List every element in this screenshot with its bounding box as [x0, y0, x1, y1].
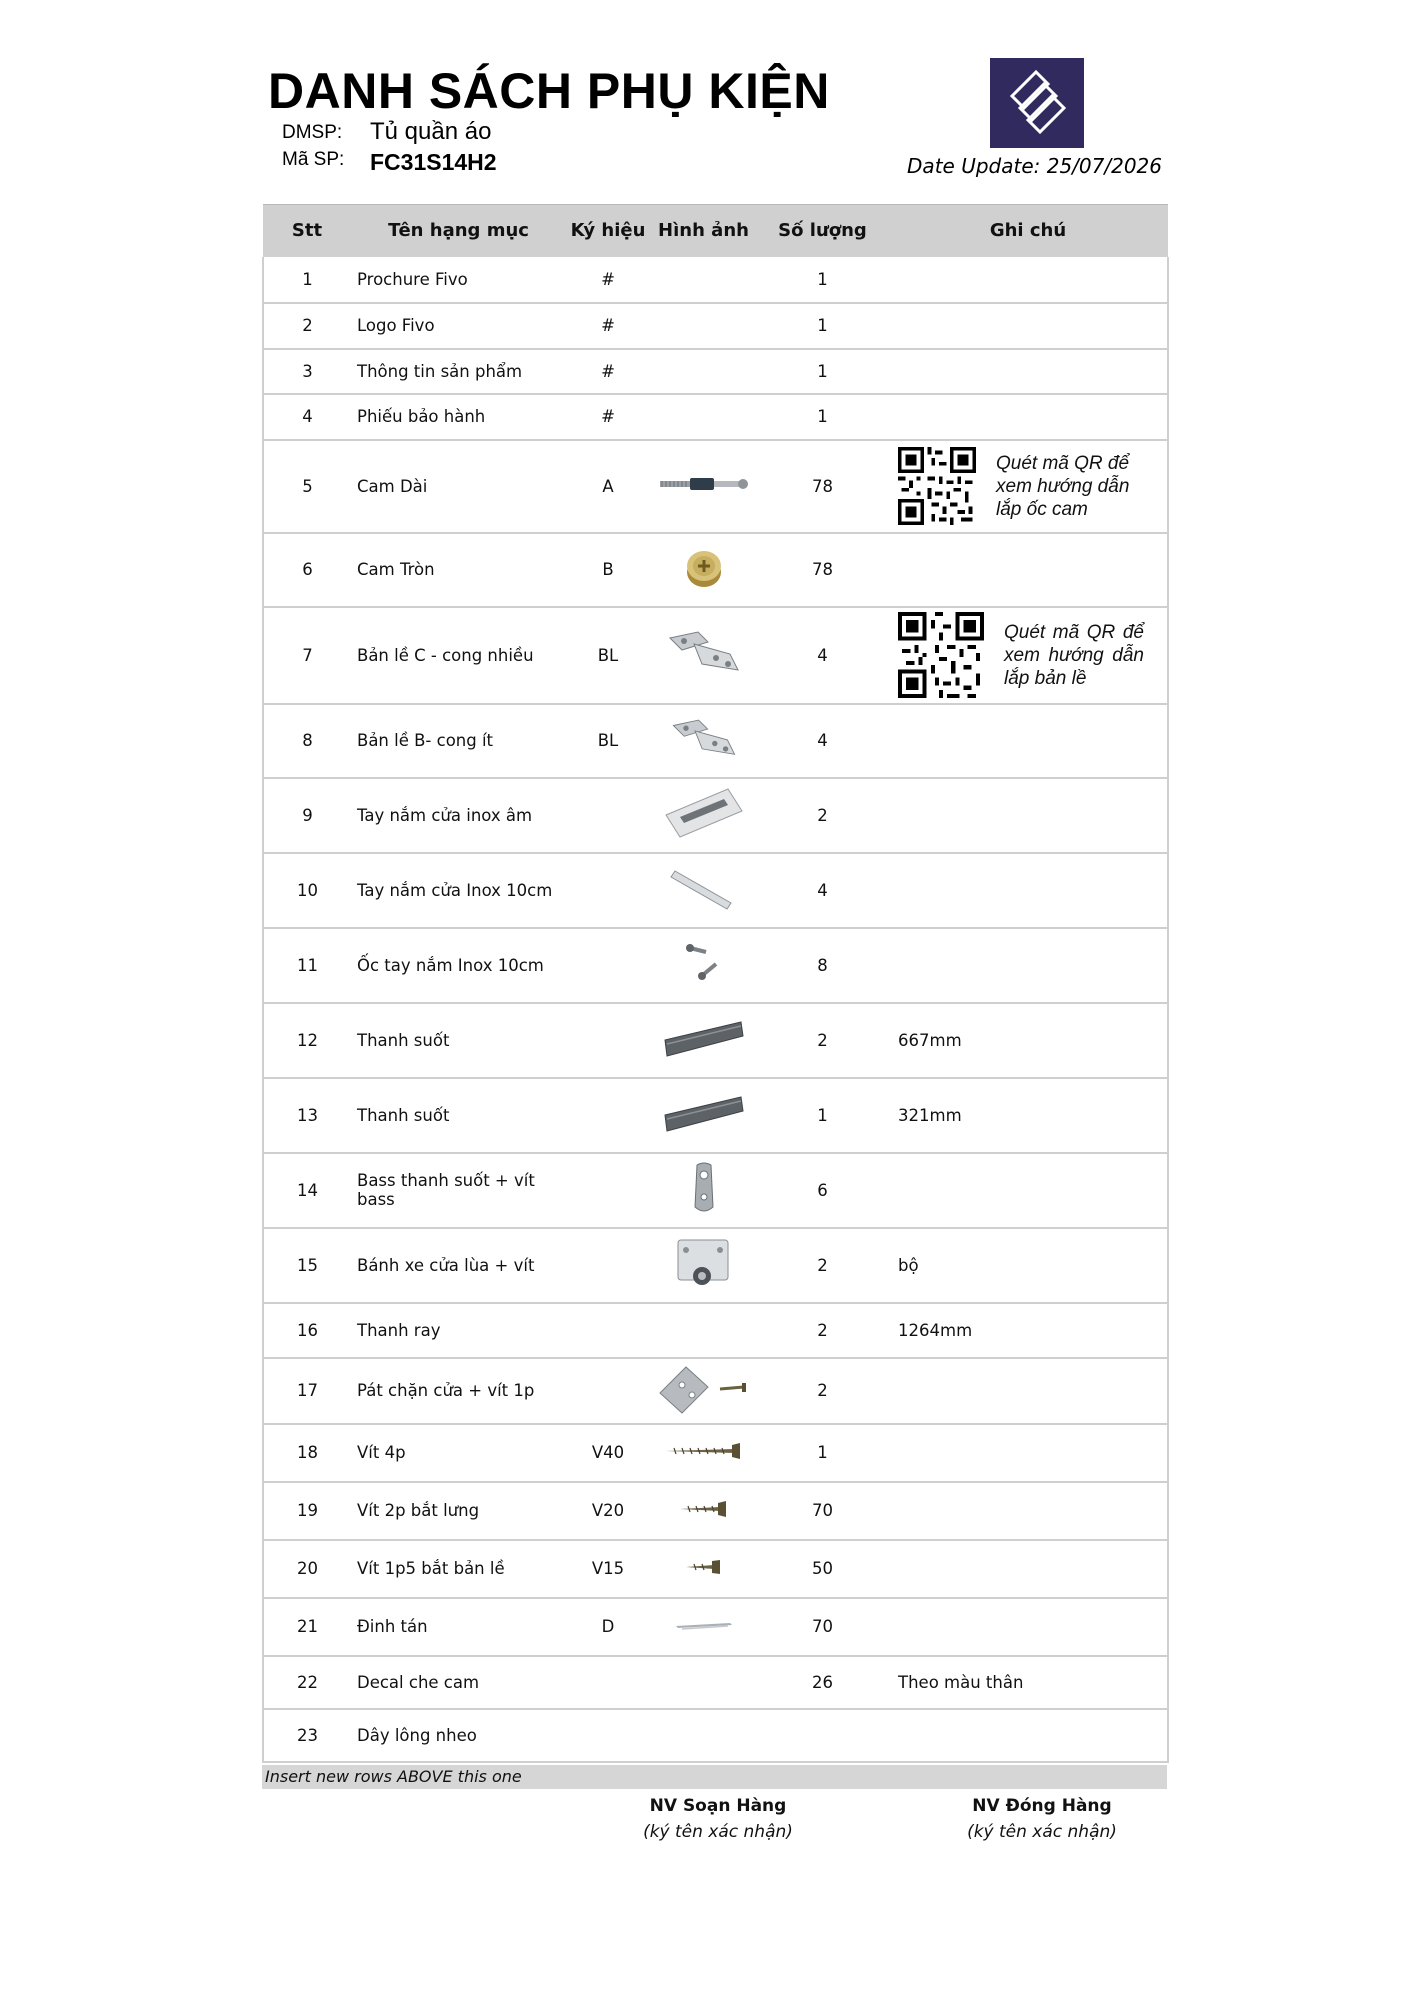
cell-qty: 2 — [817, 1255, 828, 1275]
cell-name: Cam Dài — [357, 476, 428, 496]
signer-boxer-hint: (ký tên xác nhận) — [967, 1822, 1117, 1842]
cell-image — [650, 303, 757, 349]
column-header: Ghi chú — [888, 205, 1168, 257]
table-row — [263, 394, 1168, 440]
document-title: DANH SÁCH PHỤ KIỆN — [268, 63, 830, 119]
cell-note — [888, 928, 1168, 1003]
cell-qty — [757, 1709, 888, 1762]
screw-medium-icon — [678, 1500, 730, 1518]
cell-image — [650, 349, 757, 394]
cell-qty: 2 — [817, 1381, 828, 1400]
cell-stt: 5 — [263, 440, 351, 533]
cell-note — [888, 853, 1168, 928]
cell-qty: 70 — [812, 1501, 833, 1520]
cell-name: Bản lề B- cong ít — [357, 731, 494, 750]
cell-note: 321mm — [888, 1078, 1168, 1153]
table-row — [263, 1228, 1168, 1303]
table-row — [263, 928, 1168, 1003]
cell-image — [650, 1540, 757, 1598]
rail-bracket-icon — [689, 1161, 719, 1215]
cell-image — [650, 1598, 757, 1656]
cell-image — [650, 853, 757, 928]
cell-name: Bánh xe cửa lùa + vít — [357, 1255, 535, 1275]
qr-code-icon[interactable] — [898, 447, 976, 525]
table-row — [263, 440, 1168, 533]
cell-image — [650, 1482, 757, 1540]
table-row — [263, 1003, 1168, 1078]
cell-image — [650, 928, 757, 1003]
cell-stt: 21 — [263, 1598, 351, 1656]
cell-qty: 1 — [817, 1443, 828, 1462]
table-row — [263, 349, 1168, 394]
table-row — [263, 1598, 1168, 1656]
qr-instruction — [898, 447, 1167, 525]
table-row — [263, 778, 1168, 853]
table-row — [263, 1709, 1168, 1762]
brand-logo — [990, 58, 1084, 148]
cell-name: Thông tin sản phẩm — [357, 361, 523, 381]
cell-name: Tay nắm cửa inox âm — [357, 805, 533, 825]
cell-stt: 18 — [263, 1424, 351, 1482]
cell-qty: 1 — [817, 316, 828, 335]
cell-name: Vít 2p bắt lưng — [357, 1501, 480, 1520]
cell-symbol — [566, 778, 650, 853]
cell-name: Thanh suốt — [357, 1105, 450, 1125]
date-update: Date Update: 25/07/2026 — [907, 154, 1162, 178]
cell-image — [650, 1358, 757, 1424]
cell-symbol — [566, 853, 650, 928]
cell-name: Bản lề C - cong nhiều — [357, 645, 534, 665]
cell-note — [888, 1598, 1168, 1656]
cell-qty: 2 — [817, 805, 828, 825]
cell-image — [650, 1003, 757, 1078]
cell-stt: 7 — [263, 607, 351, 704]
qr-instruction — [898, 612, 1167, 698]
cell-qty: 78 — [812, 560, 833, 579]
cell-stt: 13 — [263, 1078, 351, 1153]
table-row — [263, 1303, 1168, 1358]
dmsp-value: Tủ quần áo — [370, 118, 492, 145]
oval-rail-icon — [661, 1091, 747, 1135]
cell-stt: 8 — [263, 704, 351, 778]
cell-symbol: BL — [597, 731, 619, 750]
column-header: Tên hạng mục — [351, 205, 566, 257]
cell-stt: 6 — [263, 533, 351, 607]
cell-note: 1264mm — [888, 1303, 1168, 1358]
cell-name: Thanh ray — [357, 1320, 441, 1340]
cell-stt: 15 — [263, 1228, 351, 1303]
bar-handle-icon — [669, 863, 739, 913]
table-row — [263, 1424, 1168, 1482]
cell-qty: 4 — [817, 731, 828, 750]
cell-symbol — [566, 1078, 650, 1153]
cell-symbol: B — [602, 560, 614, 579]
cell-image — [650, 533, 757, 607]
brand-logo-icon — [990, 58, 1084, 148]
cell-symbol — [566, 1153, 650, 1228]
cell-stt: 17 — [263, 1358, 351, 1424]
column-header: Ký hiệu — [566, 205, 650, 257]
column-header: Số lượng — [757, 205, 888, 257]
cell-stt: 20 — [263, 1540, 351, 1598]
cell-note — [888, 440, 1168, 533]
cell-qty: 4 — [817, 645, 828, 665]
cell-image — [650, 1078, 757, 1153]
signer-packer-hint: (ký tên xác nhận) — [643, 1822, 793, 1842]
cell-stt: 9 — [263, 778, 351, 853]
cell-symbol: A — [602, 476, 614, 496]
table-row — [263, 1482, 1168, 1540]
cell-note — [888, 1482, 1168, 1540]
cell-symbol: # — [601, 361, 615, 381]
cell-name: Prochure Fivo — [357, 269, 468, 289]
column-header: Hình ảnh — [650, 205, 757, 257]
cell-symbol — [566, 1709, 650, 1762]
cell-name: Thanh suốt — [357, 1030, 450, 1050]
table-row — [263, 1078, 1168, 1153]
cell-symbol: BL — [597, 645, 619, 665]
cell-image — [650, 1303, 757, 1358]
cell-note — [888, 394, 1168, 440]
cell-image — [650, 778, 757, 853]
cell-name: Pát chặn cửa + vít 1p — [357, 1381, 535, 1400]
screw-short-icon — [684, 1559, 724, 1575]
cell-name: Vít 4p — [357, 1443, 406, 1462]
table-row — [263, 533, 1168, 607]
cell-note — [888, 1358, 1168, 1424]
table-row — [263, 257, 1168, 303]
cell-note — [888, 704, 1168, 778]
handle-screws-icon — [684, 940, 724, 986]
cell-image — [650, 607, 757, 704]
cell-qty: 78 — [812, 476, 833, 496]
cell-stt: 14 — [263, 1153, 351, 1228]
cell-image — [650, 1424, 757, 1482]
qr-code-icon[interactable] — [898, 612, 984, 698]
table-row — [263, 1358, 1168, 1424]
cell-name: Decal che cam — [357, 1672, 480, 1692]
cell-qty: 70 — [812, 1617, 833, 1636]
cell-name: Cam Tròn — [357, 560, 435, 579]
recessed-handle-icon — [662, 785, 746, 841]
cell-note — [888, 1424, 1168, 1482]
cell-image — [650, 704, 757, 778]
cell-stt: 3 — [263, 349, 351, 394]
door-stop-plate-icon — [656, 1363, 752, 1415]
cell-stt: 1 — [263, 257, 351, 303]
cell-image — [650, 1228, 757, 1303]
cell-symbol — [566, 1228, 650, 1303]
cell-qty: 1 — [817, 361, 828, 381]
cell-stt: 16 — [263, 1303, 351, 1358]
dmsp-label: DMSP: — [282, 122, 343, 143]
cell-image — [650, 257, 757, 303]
cell-note — [888, 778, 1168, 853]
cell-stt: 10 — [263, 853, 351, 928]
masp-value: FC31S14H2 — [370, 149, 497, 175]
cell-stt: 2 — [263, 303, 351, 349]
cell-name: Logo Fivo — [357, 316, 435, 335]
cell-symbol: # — [601, 407, 615, 426]
cell-qty: 4 — [817, 880, 828, 900]
signer-boxer-title: NV Đóng Hàng — [972, 1796, 1112, 1816]
column-header: Stt — [263, 205, 351, 257]
table-row — [263, 1656, 1168, 1709]
cell-qty: 2 — [817, 1320, 828, 1340]
signer-packer-title: NV Soạn Hàng — [649, 1796, 787, 1816]
cell-symbol — [566, 1656, 650, 1709]
cell-stt: 4 — [263, 394, 351, 440]
cell-symbol: # — [601, 316, 615, 335]
cell-symbol: V15 — [591, 1559, 625, 1578]
qr-instruction-text: Quét mã QR để xem hướng dẫn lắp ốc cam — [996, 452, 1130, 520]
hinge-icon — [668, 714, 740, 764]
cell-note — [888, 257, 1168, 303]
cell-symbol — [566, 1003, 650, 1078]
cell-note — [888, 303, 1168, 349]
cell-stt: 11 — [263, 928, 351, 1003]
cell-qty: 26 — [812, 1672, 833, 1692]
round-cam-lock-icon — [682, 546, 726, 590]
cell-qty: 1 — [817, 269, 828, 289]
screw-long-icon — [664, 1441, 744, 1461]
cell-note — [888, 1153, 1168, 1228]
cell-note: bộ — [888, 1228, 1168, 1303]
cell-note — [888, 1709, 1168, 1762]
cell-symbol — [566, 1358, 650, 1424]
cell-image — [650, 1153, 757, 1228]
cell-symbol: # — [601, 269, 615, 289]
cell-stt: 19 — [263, 1482, 351, 1540]
hinge-icon — [664, 628, 744, 678]
table-row — [263, 1540, 1168, 1598]
long-cam-bolt-icon — [658, 473, 750, 495]
cell-stt: 22 — [263, 1656, 351, 1709]
cell-name: Dây lông nheo — [357, 1725, 477, 1745]
cell-name: Tay nắm cửa Inox 10cm — [357, 880, 553, 900]
cell-name: Đinh tán — [357, 1617, 428, 1636]
cell-note: Theo màu thân — [888, 1656, 1168, 1709]
cell-name: Bass thanh suốt + vít bass — [357, 1171, 535, 1209]
cell-symbol — [566, 1303, 650, 1358]
cell-qty: 8 — [817, 955, 828, 975]
cell-qty: 50 — [812, 1559, 833, 1578]
insert-rows-note: Insert new rows ABOVE this one — [262, 1765, 1167, 1789]
sliding-wheel-icon — [672, 1236, 736, 1290]
cell-note — [888, 349, 1168, 394]
nail-icon — [672, 1617, 736, 1633]
table-row — [263, 607, 1168, 704]
cell-note: 667mm — [888, 1003, 1168, 1078]
cell-image — [650, 394, 757, 440]
table-header-row — [263, 205, 1168, 257]
cell-stt: 23 — [263, 1709, 351, 1762]
cell-qty: 2 — [817, 1030, 828, 1050]
cell-qty: 1 — [817, 1105, 828, 1125]
cell-symbol: V40 — [591, 1443, 625, 1462]
cell-image — [650, 1709, 757, 1762]
cell-symbol: D — [601, 1617, 615, 1636]
qr-instruction-text: Quét mã QR để xem hướng dẫn lắp bản lề — [1004, 621, 1144, 689]
cell-stt: 12 — [263, 1003, 351, 1078]
masp-label: Mã SP: — [282, 149, 345, 170]
table-row — [263, 303, 1168, 349]
accessory-table — [262, 204, 1167, 1763]
table-row — [263, 1153, 1168, 1228]
cell-name: Ốc tay nắm Inox 10cm — [357, 955, 544, 975]
table-row — [263, 704, 1168, 778]
cell-note — [888, 1540, 1168, 1598]
cell-qty: 6 — [817, 1180, 828, 1200]
table-row — [263, 853, 1168, 928]
cell-symbol — [566, 928, 650, 1003]
cell-name: Vít 1p5 bắt bản lề — [357, 1559, 505, 1578]
cell-image — [650, 440, 757, 533]
oval-rail-icon — [661, 1016, 747, 1060]
cell-image — [650, 1656, 757, 1709]
cell-qty: 1 — [817, 407, 828, 426]
cell-note — [888, 607, 1168, 704]
cell-name: Phiếu bảo hành — [357, 407, 486, 426]
cell-note — [888, 533, 1168, 607]
cell-symbol: V20 — [591, 1501, 625, 1520]
